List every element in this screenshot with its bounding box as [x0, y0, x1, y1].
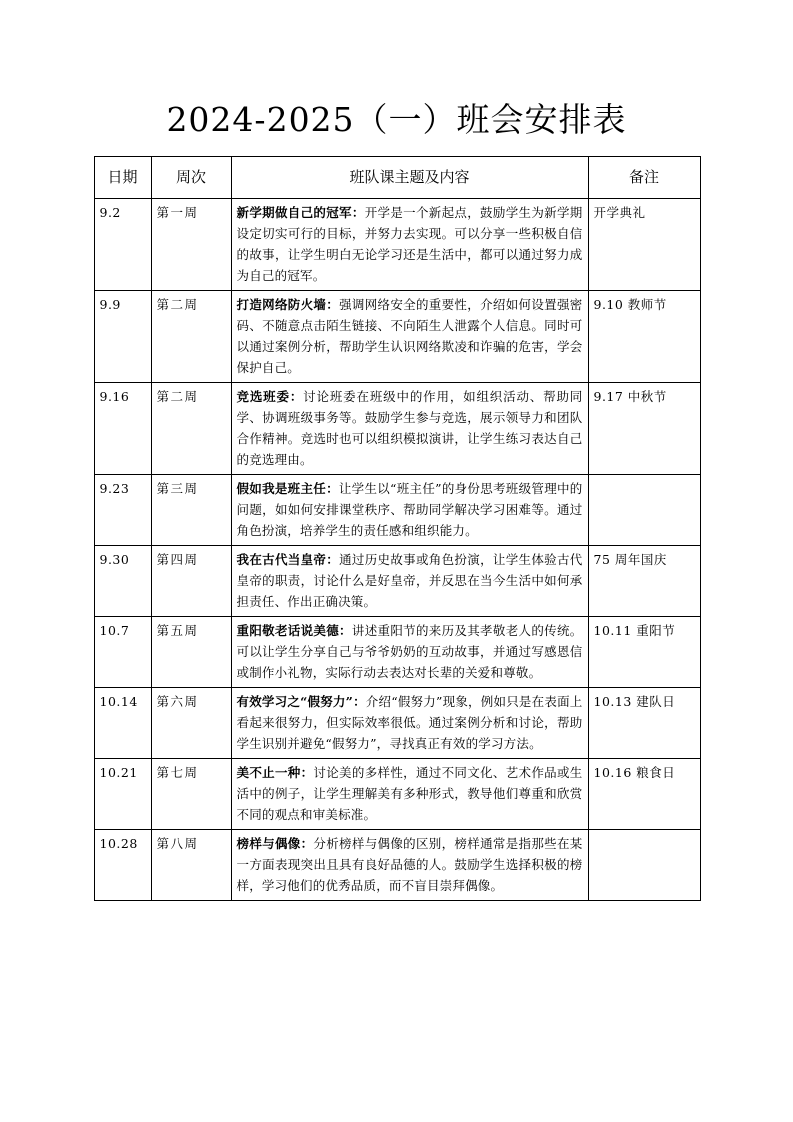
topic-body: 讨论班委在班级中的作用，如组织活动、帮助同学、协调班级事务等。鼓励学生参与竞选，展示领导力和团队合作精神。竞选时也可以组织模拟演讲，让学生练习表达自己的竞选理由。: [236, 389, 583, 467]
cell-week: 第二周: [151, 383, 231, 475]
table-row: [94, 688, 700, 759]
cell-remark: 10.11 重阳节: [588, 617, 700, 688]
topic-body: 讲述重阳节的来历及其孝敬老人的传统。可以让学生分享自己与爷爷奶奶的互动故事，并通过写感恩信或制作小礼物，实际行动去表达对长辈的关爱和尊敬。: [236, 623, 583, 680]
cell-topic: [231, 475, 588, 546]
table-row: [94, 475, 700, 546]
cell-remark: 75 周年国庆: [588, 546, 700, 617]
cell-remark: 9.17 中秋节: [588, 383, 700, 475]
topic-body: 让学生以“班主任”的身份思考班级管理中的问题，如如何安排课堂秩序、帮助同学解决学习困难等。通过角色扮演，培养学生的责任感和组织能力。: [236, 481, 583, 538]
cell-week: 第五周: [151, 617, 231, 688]
cell-week: 第八周: [151, 830, 231, 901]
topic-title: 假如我是班主任：: [236, 481, 339, 496]
cell-topic: [231, 759, 588, 830]
schedule-table-container: [94, 156, 700, 901]
cell-remark: 10.13 建队日: [588, 688, 700, 759]
topic-title: 有效学习之“假努力”：: [236, 694, 366, 709]
topic-title: 重阳敬老话说美德：: [236, 623, 352, 638]
table-row: [94, 383, 700, 475]
topic-body: 讨论美的多样性，通过不同文化、艺术作品或生活中的例子，让学生理解美有多种形式，教导他们尊重和欣赏不同的观点和审美标准。: [236, 765, 583, 822]
topic-title: 打造网络防火墙：: [236, 297, 340, 312]
topic-title: 我在古代当皇帝：: [236, 552, 340, 567]
table-header-row: [94, 157, 700, 199]
cell-date: 10.14: [94, 688, 151, 759]
class-meeting-schedule-table: [94, 156, 701, 901]
column-header-topic: 班队课主题及内容: [231, 157, 588, 199]
cell-remark: 9.10 教师节: [588, 291, 700, 383]
cell-topic: [231, 617, 588, 688]
table-row: [94, 291, 700, 383]
table-row: [94, 830, 700, 901]
topic-title: 榜样与偶像：: [236, 836, 314, 851]
cell-topic: [231, 383, 588, 475]
cell-remark: 10.16 粮食日: [588, 759, 700, 830]
cell-date: 9.23: [94, 475, 151, 546]
table-row: [94, 759, 700, 830]
table-row: [94, 199, 700, 291]
cell-week: 第四周: [151, 546, 231, 617]
topic-title: 美不止一种：: [236, 765, 314, 780]
topic-body: 介绍“假努力”现象，例如只是在表面上看起来很努力，但实际效率很低。通过案例分析和讨论，帮助学生识别并避免“假努力”，寻找真正有效的学习方法。: [236, 694, 583, 751]
cell-date: 10.21: [94, 759, 151, 830]
cell-topic: [231, 688, 588, 759]
topic-body: 开学是一个新起点，鼓励学生为新学期设定切实可行的目标，并努力去实现。可以分享一些积极自信的故事，让学生明白无论学习还是生活中，都可以通过努力成为自己的冠军。: [236, 205, 583, 283]
column-header-week: 周次: [151, 157, 231, 199]
topic-body: 通过历史故事或角色扮演，让学生体验古代皇帝的职责，讨论什么是好皇帝，并反思在当今生活中如何承担责任、作出正确决策。: [236, 552, 583, 609]
cell-week: 第六周: [151, 688, 231, 759]
cell-week: 第二周: [151, 291, 231, 383]
table-row: [94, 546, 700, 617]
cell-remark: [588, 830, 700, 901]
table-body: [94, 199, 700, 901]
topic-title: 竞选班委：: [236, 389, 304, 404]
cell-topic: [231, 546, 588, 617]
cell-date: 9.2: [94, 199, 151, 291]
cell-week: 第三周: [151, 475, 231, 546]
column-header-remark: 备注: [588, 157, 700, 199]
topic-body: 分析榜样与偶像的区别，榜样通常是指那些在某一方面表现突出且具有良好品德的人。鼓励学生选择积极的榜样，学习他们的优秀品质，而不盲目崇拜偶像。: [236, 836, 583, 893]
column-header-date: 日期: [94, 157, 151, 199]
cell-week: 第一周: [151, 199, 231, 291]
cell-date: 9.30: [94, 546, 151, 617]
topic-title: 新学期做自己的冠军：: [236, 205, 365, 220]
page-title: 2024-2025（一）班会安排表: [166, 100, 627, 139]
cell-week: 第七周: [151, 759, 231, 830]
table-header: [94, 157, 700, 199]
cell-topic: [231, 199, 588, 291]
topic-body: 强调网络安全的重要性，介绍如何设置强密码、不随意点击陌生链接、不向陌生人泄露个人信息。同时可以通过案例分析，帮助学生认识网络欺凌和诈骗的危害，学会保护自己。: [236, 297, 583, 375]
cell-date: 9.16: [94, 383, 151, 475]
cell-date: 10.28: [94, 830, 151, 901]
cell-topic: [231, 291, 588, 383]
cell-topic: [231, 830, 588, 901]
table-row: [94, 617, 700, 688]
cell-date: 10.7: [94, 617, 151, 688]
cell-date: 9.9: [94, 291, 151, 383]
cell-remark: 开学典礼: [588, 199, 700, 291]
cell-remark: [588, 475, 700, 546]
